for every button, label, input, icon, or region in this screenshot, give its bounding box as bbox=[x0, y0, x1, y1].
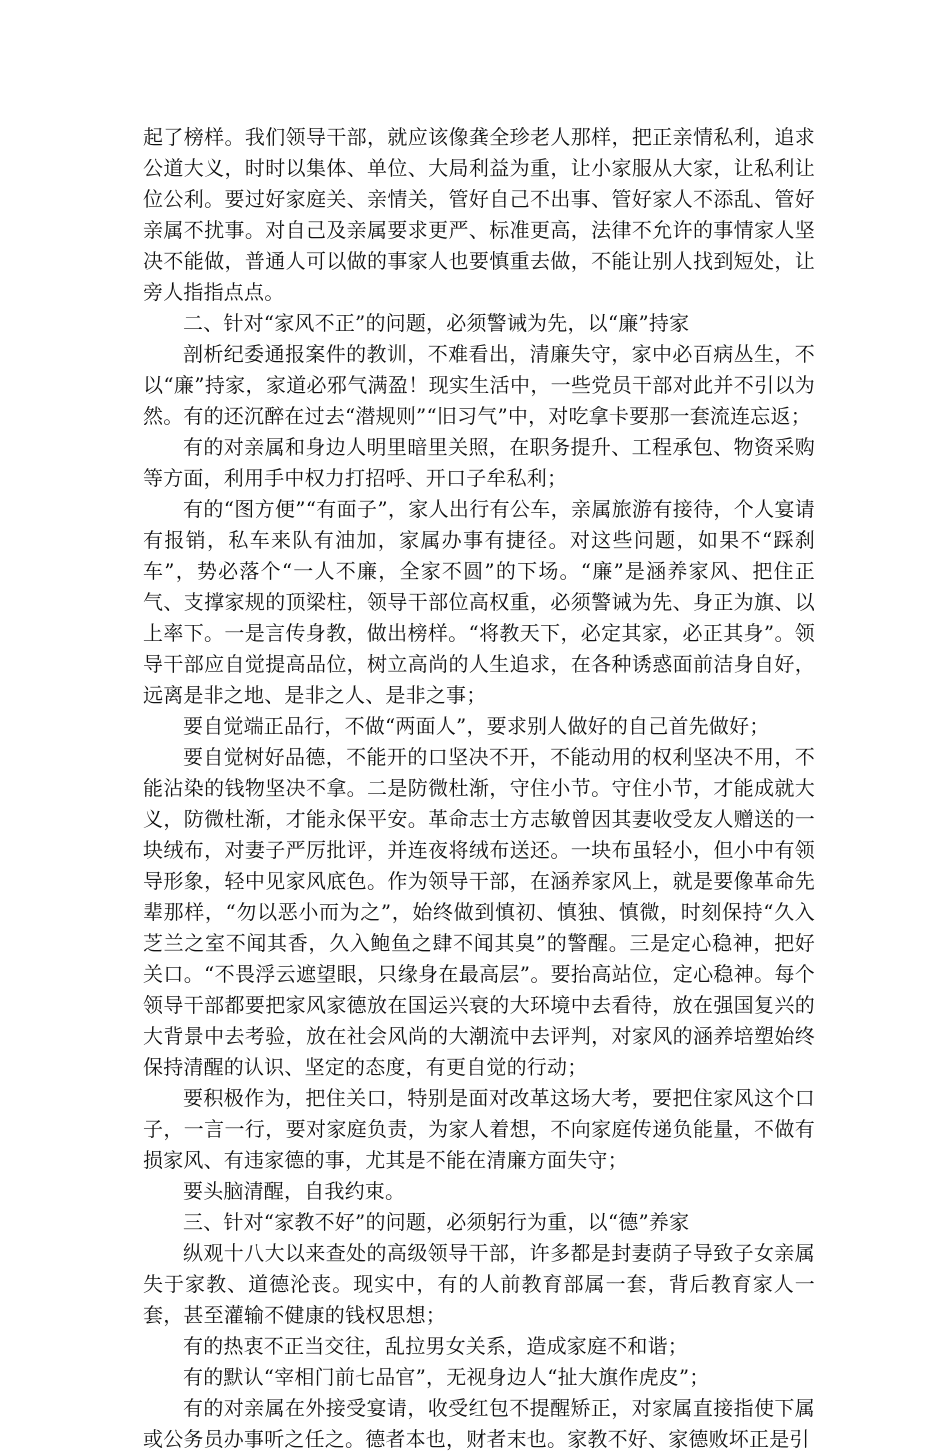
paragraph-1: 起了榜样。我们领导干部，就应该像龚全珍老人那样，把正亲情私利，追求公道大义，时时以集体、单位、大局利益为重，让小家服从大家，让私利让位公利。要过好家庭关、亲情关，管好自己不出事、管好家人不添乱、管好亲属不扰事。对自己及亲属要求更严、标准更高，法律不允许的事情家人坚决不能做，普通人可以做的事家人也要慎重去做，不能让别人找到短处，让旁人指指点点。 bbox=[143, 125, 815, 304]
paragraph-6: 要自觉端正品行，不做“两面人”，要求别人做好的自己首先做好； bbox=[183, 714, 770, 738]
paragraph-12: 有的热衷不正当交往，乱拉男女关系，造成家庭不和谐； bbox=[183, 1334, 688, 1358]
section-heading-3: 三、针对“家教不好”的问题，必须躬行为重，以“德”养家 bbox=[183, 1210, 690, 1234]
paragraph-14: 有的对亲属在外接受宴请，收受红包不提醒矫正，对家属直接指使下属或公务员办事听之任之。德者本也，财者末也。家教不好、家德败坏正是引 bbox=[143, 1396, 815, 1451]
paragraph-13: 有的默认“宰相门前七品官”，无视身边人“扯大旗作虎皮”； bbox=[183, 1365, 710, 1389]
paragraph-9: 要头脑清醒，自我约束。 bbox=[183, 1179, 406, 1203]
paragraph-3: 剖析纪委通报案件的教训，不难看出，清廉失守，家中必百病丛生，不以“廉”持家，家道必邪气满盈！现实生活中，一些党员干部对此并不引以为然。有的还沉醉在过去“潜规则”“旧习气”中，对吃拿卡要那一套流连忘返； bbox=[143, 342, 815, 428]
document-body bbox=[143, 122, 815, 1455]
paragraph-7: 要自觉树好品德，不能开的口坚决不开，不能动用的权利坚决不用，不能沾染的钱物坚决不拿。二是防微杜渐，守住小节。守住小节，才能成就大义，防微杜渐，才能永保平安。革命志士方志敏曾因其妻收受友人赠送的一块绒布，对妻子严厉批评，并连夜将绒布送还。一块布虽轻小，但小中有领导形象，轻中见家风底色。作为领导干部，在涵养家风上，就是要像革命先辈那样，“勿以恶小而为之”，始终做到慎初、慎独、慎微，时刻保持“久入芝兰之室不闻其香，久入鲍鱼之肆不闻其臭”的警醒。三是定心稳神，把好关口。“不畏浮云遮望眼，只缘身在最高层”。要抬高站位，定心稳神。每个领导干部都要把家风家德放在国运兴衰的大环境中去看待，放在强国复兴的大背景中去考验，放在社会风尚的大潮流中去评判，对家风的涵养培塑始终保持清醒的认识、坚定的态度，有更自觉的行动； bbox=[143, 745, 815, 1079]
paragraph-8: 要积极作为，把住关口，特别是面对改革这场大考，要把住家风这个口子，一言一行，要对家庭负责，为家人着想，不向家庭传递负能量，不做有损家风、有违家德的事，尤其是不能在清廉方面失守； bbox=[143, 1086, 815, 1172]
paragraph-4: 有的对亲属和身边人明里暗里关照，在职务提升、工程承包、物资采购等方面，利用手中权力打招呼、开口子牟私利； bbox=[143, 435, 815, 490]
section-heading-2: 二、针对“家风不正”的问题，必须警诫为先，以“廉”持家 bbox=[183, 311, 690, 335]
paragraph-11: 纵观十八大以来查处的高级领导干部，许多都是封妻荫子导致子女亲属失于家教、道德沦丧。现实中，有的人前教育部属一套，背后教育家人一套，甚至灌输不健康的钱权思想； bbox=[143, 1241, 815, 1327]
paragraph-5: 有的“图方便”“有面子”，家人出行有公车，亲属旅游有接待，个人宴请有报销，私车来队有油加，家属办事有捷径。对这些问题，如果不“踩刹车”，势必落个“一人不廉，全家不圆”的下场。“廉”是涵养家风、把住正气、支撑家规的顶梁柱，领导干部位高权重，必须警诫为先、身正为旗、以上率下。一是言传身教，做出榜样。“将教天下，必定其家，必正其身”。领导干部应自觉提高品位，树立高尚的人生追求，在各种诱惑面前洁身自好，远离是非之地、是非之人、是非之事； bbox=[143, 497, 815, 707]
